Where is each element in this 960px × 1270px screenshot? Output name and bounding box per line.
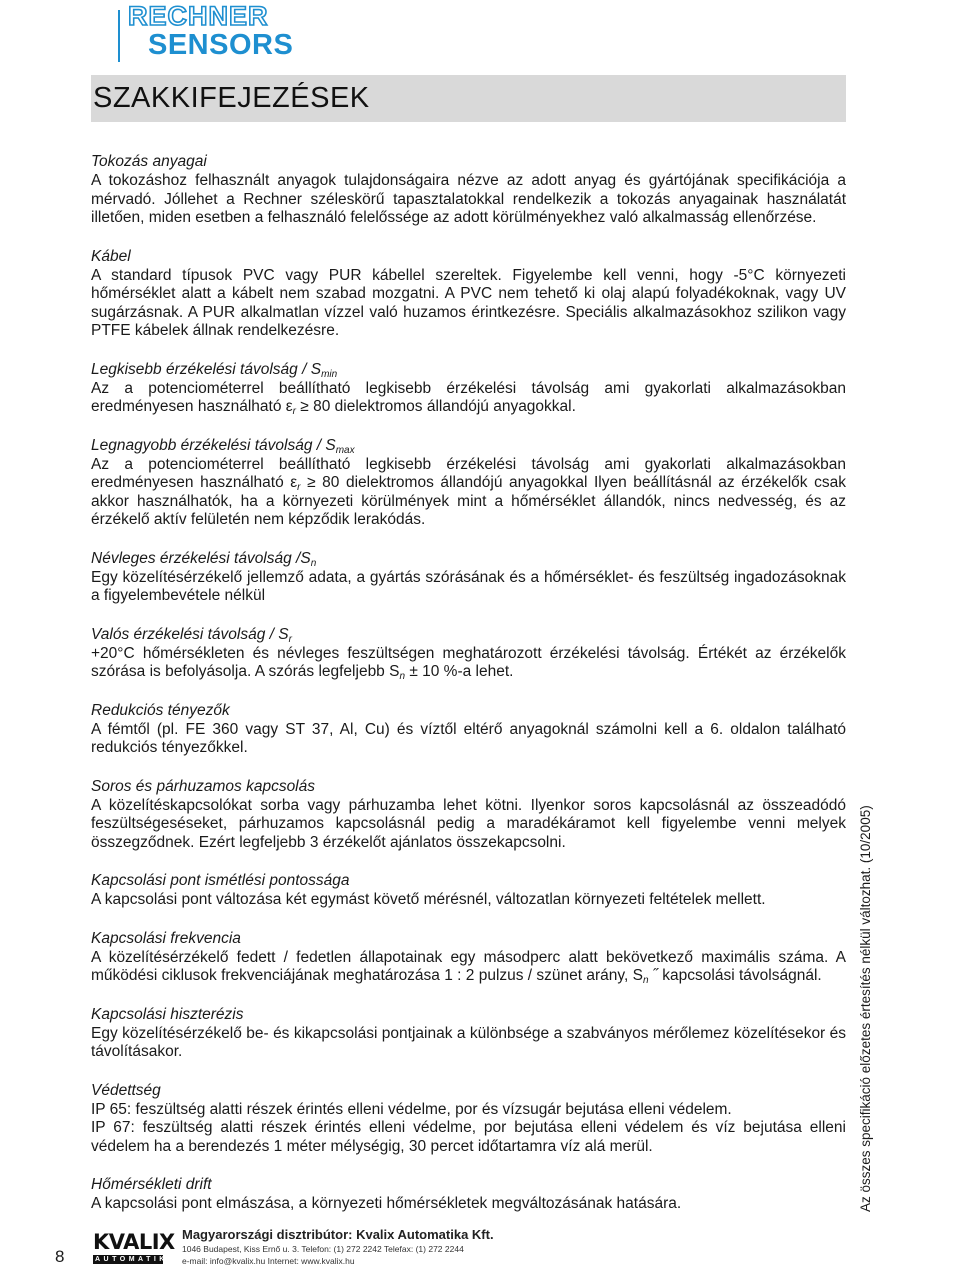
kvalix-logo-sub: AUTOMATIKA xyxy=(95,1256,177,1263)
body-subscript: r xyxy=(292,406,296,417)
section-reduction-factors xyxy=(91,701,846,758)
spec-change-notice-text: Az összes specifikáció előzetes értesítés nélkül változhat. (10/2005) xyxy=(858,805,873,1212)
section-heading: Soros és párhuzamos kapcsolás xyxy=(91,777,316,795)
distributor-contact: e-mail: info@kvalix.hu Internet: www.kvalix.hu xyxy=(182,1256,355,1266)
section-body: Egy közelítésérzékelő be- és kikapcsolási pontjainak a különbsége a szabványos mérőlemez közelítésekor és távolításakor. xyxy=(91,1024,846,1060)
section-series-parallel xyxy=(91,777,846,853)
title-band xyxy=(91,75,846,122)
section-heading: Tokozás anyagai xyxy=(91,153,207,170)
body-text-a: Az a potenciométerrel beállítható legkisebb érzékelési távolság ami gyakorlati alkalmazásokban eredményesen használható ε xyxy=(91,455,846,491)
section-repeatability xyxy=(91,871,846,910)
heading-text: Legnagyobb érzékelési távolság / S xyxy=(91,436,336,454)
section-heading xyxy=(91,625,846,645)
section-body: A közelítéskapcsolókat sorba vagy párhuzamba lehet kötni. Ilyenkor soros kapcsolásnál az összeadódó feszültségeséseket, párhuzamos kapcsolásnál pedig a maradékáramot kell figyelembe venni melyek összegződnek. Ezért legfeljebb 3 érzékelőt ajánlatos összekapcsolni. xyxy=(91,796,846,851)
section-body xyxy=(91,949,846,986)
section-body xyxy=(91,456,846,530)
heading-subscript: r xyxy=(288,633,292,645)
logo-text-sensors: SENSORS xyxy=(148,29,294,61)
section-housing-materials xyxy=(91,152,846,228)
body-text-a: A közelítésérzékelő fedett / fedetlen állapotainak egy másodperc alatt bekövetkező maximális száma. A működési ciklusok frekvenciájának meghatározása 1 : 2 pulzus / szünet arány, S xyxy=(91,948,846,984)
section-heading xyxy=(91,436,846,456)
section-heading xyxy=(91,549,846,569)
section-body: A kapcsolási pont elmászása, a környezeti hőmérsékletek megváltozásának hatására. xyxy=(91,1195,682,1212)
body-text-b: ˝ kapcsolási távolságnál. xyxy=(648,967,822,984)
page-title: SZAKKIFEJEZÉSEK xyxy=(93,82,370,114)
distributor-address: 1046 Budapest, Kiss Ernő u. 3. Telefon: (1) 272 2242 Telefax: (1) 272 2244 xyxy=(182,1244,464,1254)
heading-text: Legkisebb érzékelési távolság / S xyxy=(91,360,322,378)
section-body: Egy közelítésérzékelő jellemző adata, a gyártás szórásának és a hőmérséklet- és feszültség ingadozásoknak a figyelembevétele nélkül xyxy=(91,568,846,604)
section-body xyxy=(91,645,846,682)
body-text-a: +20°C hőmérsékleten és névleges feszültségen meghatározott érzékelési távolság. Értékét az érzékelők szórása is befolyásolja. A szórás legfeljebb S xyxy=(91,644,846,680)
body-text-a: Az a potenciométerrel beállítható legkisebb érzékelési távolság ami gyakorlati alkalmazásokban eredményesen használható ε xyxy=(91,379,846,415)
section-body: A kapcsolási pont változása két egymást követő mérésnél, változatlan környezeti feltételek mellett. xyxy=(91,891,766,908)
body-subscript: n xyxy=(642,975,649,986)
page-number: 8 xyxy=(55,1247,65,1266)
section-heading: Redukciós tényezők xyxy=(91,701,230,719)
section-temperature-drift xyxy=(91,1175,846,1214)
section-body: A tokozáshoz felhasznált anyagok tulajdonságaira nézve az adott anyag és gyártójának specifikációja a mérvadó. Jóllehet a Rechner széleskörű tapasztalatokkal rendelkezik a tokozás anyagainak használatát illetően, miden esetben a felhasználó felelőssége az adott körülményekhez való alkalmasság ellenőrzése. xyxy=(91,172,846,226)
rechner-sensors-logo xyxy=(118,1,302,61)
section-heading: Hőmérsékleti drift xyxy=(91,1176,212,1193)
heading-subscript: min xyxy=(321,368,338,380)
section-real-sensing-distance xyxy=(91,625,846,682)
section-heading: Kapcsolási hiszterézis xyxy=(91,1005,244,1023)
distributor-info xyxy=(182,1227,494,1267)
heading-text: Névleges érzékelési távolság /S xyxy=(91,549,311,567)
distributor-name: Magyarországi disztribútor: Kvalix Automatika Kft. xyxy=(182,1227,494,1242)
terms-content xyxy=(91,152,846,1233)
body-text-b: ± 10 %-a lehet. xyxy=(405,663,514,680)
logo-accent-bar xyxy=(118,10,120,62)
heading-subscript: n xyxy=(310,557,317,569)
spec-change-notice xyxy=(855,805,877,1212)
section-cable xyxy=(91,247,846,341)
logo-text-rechner: RECHNER xyxy=(128,1,269,31)
section-hysteresis xyxy=(91,1005,846,1062)
kvalix-logo xyxy=(93,1230,177,1267)
heading-subscript: max xyxy=(335,444,355,456)
body-subscript: r xyxy=(297,482,301,493)
section-heading: Kapcsolási pont ismétlési pontossága xyxy=(91,872,350,889)
page-footer xyxy=(0,1225,960,1270)
protection-ip65: IP 65: feszültség alatti részek érintés elleni védelme, por és vízsugár bejutása elleni védelem. xyxy=(91,1100,732,1118)
kvalix-logo-main: KVALIX xyxy=(93,1230,175,1254)
section-switching-frequency xyxy=(91,929,846,986)
section-heading xyxy=(91,360,846,380)
section-protection xyxy=(91,1081,846,1157)
section-heading: Védettség xyxy=(91,1081,161,1099)
section-heading: Kapcsolási frekvencia xyxy=(91,929,241,947)
section-nominal-sensing-distance xyxy=(91,549,846,606)
section-body: A fémtől (pl. FE 360 vagy ST 37, Al, Cu) és víztől eltérő anyagoknál számolni kell a 6. oldalon található redukciós tényezőkkel. xyxy=(91,720,846,756)
protection-ip67: IP 67: feszültség alatti részek érintés elleni védelme, por bejutása elleni védelem és víz bejutása elleni védelem ha a berendezés 1 méter mélységig, 30 percet időtartamra víz alá merül. xyxy=(91,1119,846,1155)
body-subscript: n xyxy=(399,671,406,682)
heading-text: Valós érzékelési távolság / S xyxy=(91,625,289,643)
section-heading: Kábel xyxy=(91,247,131,265)
section-max-sensing-distance xyxy=(91,436,846,530)
section-body xyxy=(91,380,846,417)
body-text-b: ≥ 80 dielektromos állandójú anyagokkal Ilyen beállításnál az érzékelők csak akkor használhatók, ha a környezeti körülmények mint a hőmérséklet állandók, nincs nedvesség, és az érzékelő aktív felületén nem képződik lerakódás. xyxy=(91,474,846,528)
section-body: A standard típusok PVC vagy PUR kábellel szereltek. Figyelembe kell venni, hogy -5°C környezeti hőmérséklet alatt a kábelt nem szabad mozgatni. A PVC nem tehető ki olaj alapú folyadékoknak, vagy UV sugárzásnak. A PUR alkalmatlan vízzel való huzamos érintkezésre. Speciális alkalmazásokhoz szilikon vagy PTFE kábelek állnak rendelkezésre. xyxy=(91,266,846,339)
section-min-sensing-distance xyxy=(91,360,846,417)
body-text-b: ≥ 80 dielektromos állandójú anyagokkal. xyxy=(296,398,576,415)
